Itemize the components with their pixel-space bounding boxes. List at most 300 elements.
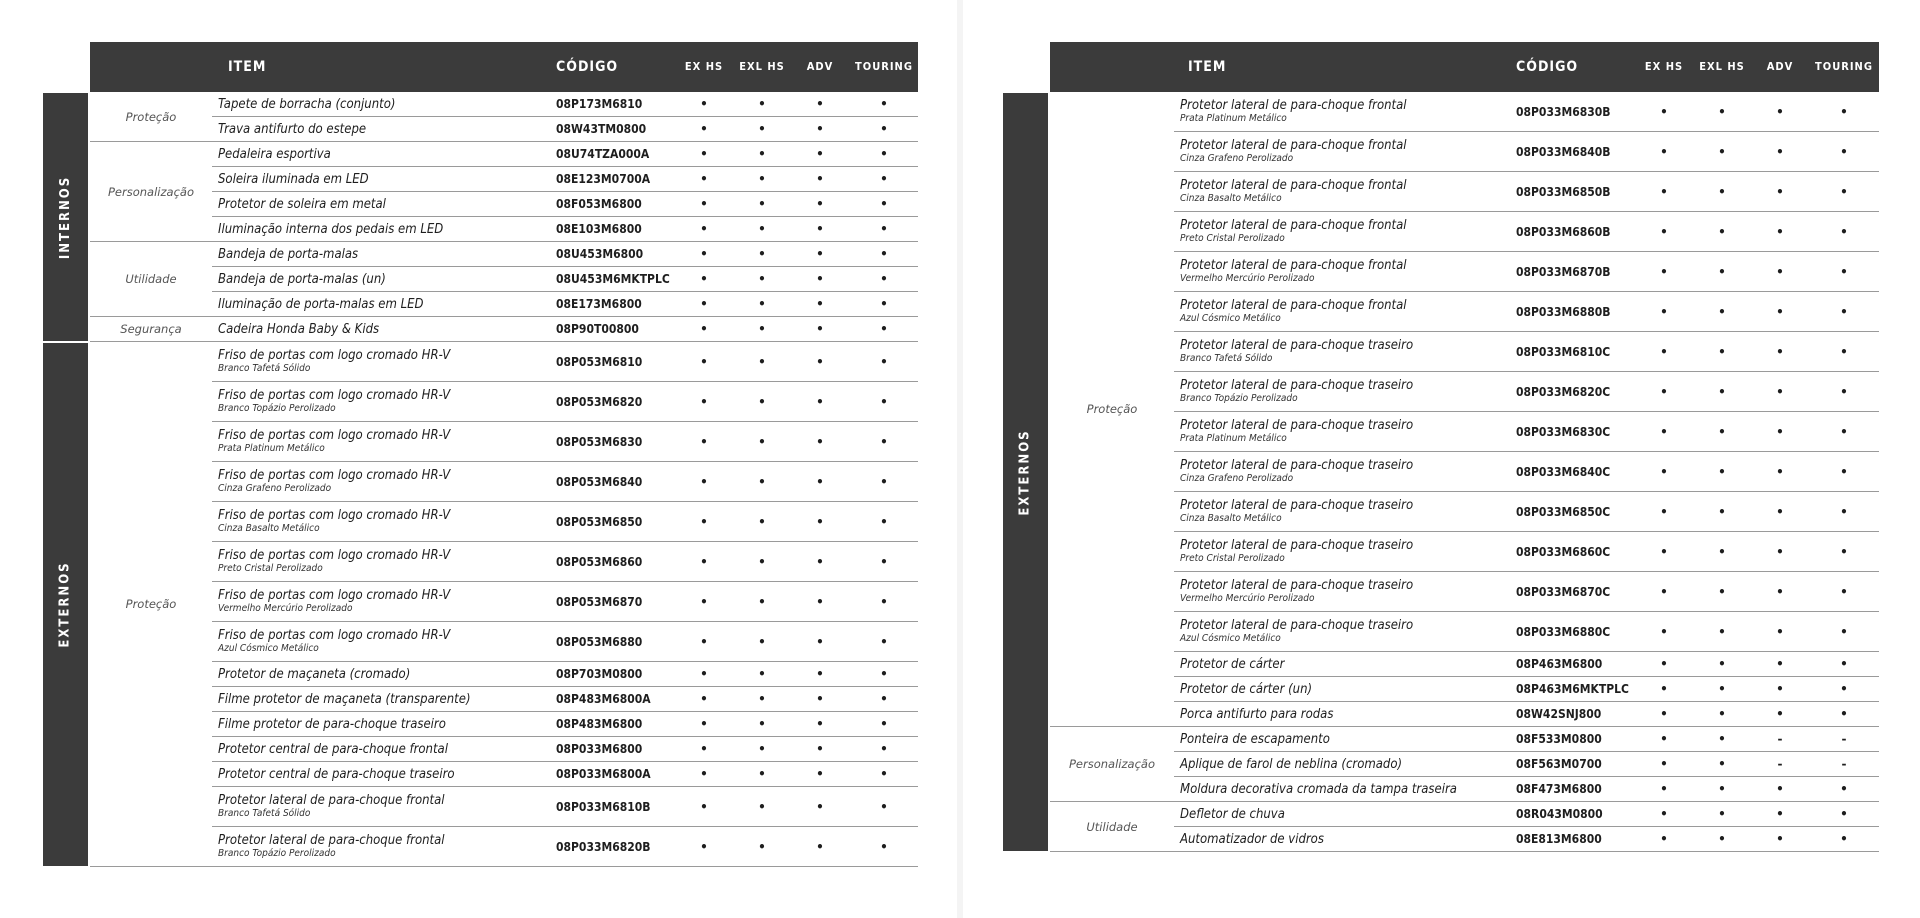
table-row xyxy=(212,92,918,117)
item-color: Branco Topázio Perolizado xyxy=(218,403,336,414)
item-code: 08P053M6810 xyxy=(556,354,643,369)
table-row xyxy=(1174,212,1879,252)
item-code: 08E813M6800 xyxy=(1516,832,1602,846)
availability-mark: • xyxy=(700,197,708,211)
item-code: 08F473M6800 xyxy=(1516,782,1602,796)
availability-mark: • xyxy=(1776,584,1784,599)
item-name: Protetor lateral de para-choque frontal xyxy=(218,833,445,848)
availability-mark: • xyxy=(1718,807,1726,821)
table-row xyxy=(1174,292,1879,332)
item-cell xyxy=(218,737,448,761)
item-name: Protetor de maçaneta (cromado) xyxy=(218,666,411,682)
item-color: Preto Cristal Perolizado xyxy=(1180,233,1285,244)
column-header-code: CÓDIGO xyxy=(1516,59,1579,75)
item-cell xyxy=(218,687,471,711)
item-code: 08E123M0700A xyxy=(556,172,651,186)
table-header xyxy=(90,42,918,92)
item-color: Branco Tafetá Sólido xyxy=(218,363,311,374)
item-code: 08P033M6800A xyxy=(556,767,651,781)
availability-mark: • xyxy=(1840,184,1848,199)
availability-mark: • xyxy=(1660,304,1668,319)
availability-mark: • xyxy=(1660,832,1668,846)
availability-mark: • xyxy=(700,322,708,336)
availability-mark: • xyxy=(1718,144,1726,159)
table-row xyxy=(1174,652,1879,677)
availability-mark: • xyxy=(1840,624,1848,639)
item-code: 08P033M6820C xyxy=(1516,384,1611,399)
availability-mark: - xyxy=(1841,757,1847,771)
item-name: Soleira iluminada em LED xyxy=(218,171,369,187)
catalog-page-right xyxy=(963,0,1920,918)
item-name: Protetor lateral de para-choque traseiro xyxy=(1180,618,1414,633)
table-row xyxy=(212,142,918,167)
availability-mark: • xyxy=(758,172,766,186)
availability-mark: • xyxy=(1776,782,1784,796)
availability-mark: • xyxy=(816,554,824,569)
item-name: Protetor lateral de para-choque traseiro xyxy=(1180,458,1414,473)
table-row xyxy=(212,462,918,502)
availability-mark: • xyxy=(1776,544,1784,559)
section-label-text: INTERNOS xyxy=(58,175,73,259)
category-label: Utilidade xyxy=(90,242,212,317)
availability-mark: • xyxy=(1718,832,1726,846)
availability-mark: • xyxy=(700,147,708,161)
availability-mark: • xyxy=(1776,624,1784,639)
item-code: 08P033M6830B xyxy=(1516,104,1611,119)
availability-mark: • xyxy=(1776,184,1784,199)
item-name: Protetor lateral de para-choque traseiro xyxy=(1180,538,1414,553)
item-name: Iluminação de porta-malas em LED xyxy=(218,296,424,312)
availability-mark: • xyxy=(1776,104,1784,119)
item-name: Bandeja de porta-malas xyxy=(218,246,359,262)
category-label: Personalização xyxy=(90,142,212,242)
table-row xyxy=(1174,172,1879,212)
item-code: 08R043M0800 xyxy=(1516,807,1603,821)
availability-mark: • xyxy=(1840,104,1848,119)
column-header-item: ITEM xyxy=(1188,59,1227,75)
availability-mark: • xyxy=(816,197,824,211)
availability-mark: • xyxy=(1718,264,1726,279)
availability-mark: • xyxy=(1660,624,1668,639)
item-color: Azul Cósmico Metálico xyxy=(1180,313,1281,324)
table-row xyxy=(212,242,918,267)
availability-mark: • xyxy=(1776,344,1784,359)
table-row xyxy=(1174,492,1879,532)
availability-mark: • xyxy=(700,514,708,529)
item-color: Cinza Grafeno Perolizado xyxy=(218,483,332,494)
availability-mark: • xyxy=(1718,104,1726,119)
availability-mark: • xyxy=(758,97,766,111)
availability-mark: • xyxy=(1718,424,1726,439)
availability-mark: • xyxy=(1840,657,1848,671)
availability-mark: • xyxy=(880,272,888,286)
availability-mark: - xyxy=(1841,732,1847,746)
availability-mark: • xyxy=(880,247,888,261)
availability-mark: • xyxy=(816,799,824,814)
item-name: Trava antifurto do estepe xyxy=(218,121,367,137)
item-code: 08F563M0700 xyxy=(1516,757,1602,771)
table-row xyxy=(1174,777,1879,802)
column-header-code: CÓDIGO xyxy=(556,59,619,75)
item-code: 08P703M0800 xyxy=(556,667,643,681)
item-name: Protetor lateral de para-choque frontal xyxy=(1180,178,1407,193)
availability-mark: • xyxy=(1776,224,1784,239)
availability-mark: • xyxy=(880,322,888,336)
item-cell xyxy=(218,787,445,826)
availability-mark: • xyxy=(816,692,824,706)
item-code: 08P033M6850B xyxy=(1516,184,1611,199)
availability-mark: • xyxy=(1718,782,1726,796)
table-row xyxy=(1174,802,1879,827)
item-name: Friso de portas com logo cromado HR-V xyxy=(218,628,451,643)
availability-mark: • xyxy=(758,594,766,609)
column-header-adv: ADV xyxy=(806,60,834,73)
item-cell xyxy=(218,422,450,461)
availability-mark: • xyxy=(758,147,766,161)
availability-mark: • xyxy=(816,297,824,311)
item-cell xyxy=(1180,827,1324,851)
table-row xyxy=(212,167,918,192)
availability-mark: • xyxy=(880,767,888,781)
item-code: 08P033M6820B xyxy=(556,839,651,854)
item-cell xyxy=(218,142,331,166)
item-cell xyxy=(218,582,450,621)
availability-mark: • xyxy=(758,394,766,409)
availability-mark: • xyxy=(816,474,824,489)
availability-mark: • xyxy=(1776,144,1784,159)
table-row xyxy=(1174,752,1879,777)
item-name: Bandeja de porta-malas (un) xyxy=(218,271,386,287)
item-cell xyxy=(1180,652,1284,676)
item-color: Branco Topázio Perolizado xyxy=(1180,393,1298,404)
availability-mark: • xyxy=(1840,224,1848,239)
availability-mark: • xyxy=(1660,464,1668,479)
availability-mark: • xyxy=(1840,264,1848,279)
availability-mark: • xyxy=(1840,807,1848,821)
item-color: Branco Tafetá Sólido xyxy=(1180,353,1273,364)
category-label: Proteção xyxy=(90,92,212,142)
column-header-ex-hs: EX HS xyxy=(684,60,724,73)
column-header-ex-hs: EX HS xyxy=(1644,60,1684,73)
table-row xyxy=(212,582,918,622)
item-name: Protetor lateral de para-choque frontal xyxy=(1180,258,1407,273)
table-row xyxy=(212,317,918,342)
item-color: Prata Platinum Metálico xyxy=(218,443,325,454)
item-code: 08U453M6MKTPLC xyxy=(556,272,670,286)
availability-mark: • xyxy=(880,222,888,236)
item-cell xyxy=(218,462,450,501)
item-name: Ponteira de escapamento xyxy=(1180,731,1330,747)
item-name: Protetor lateral de para-choque frontal xyxy=(1180,138,1407,153)
item-cell xyxy=(1180,752,1402,776)
item-cell xyxy=(1180,212,1407,251)
availability-mark: • xyxy=(1660,344,1668,359)
item-code: 08F533M0800 xyxy=(1516,732,1602,746)
availability-mark: • xyxy=(816,634,824,649)
section-label-text: EXTERNOS xyxy=(58,561,73,648)
availability-mark: • xyxy=(880,434,888,449)
item-code: 08P033M6870B xyxy=(1516,264,1611,279)
availability-mark: • xyxy=(880,717,888,731)
item-cell xyxy=(218,662,410,686)
item-name: Porca antifurto para rodas xyxy=(1180,706,1334,722)
availability-mark: • xyxy=(880,514,888,529)
column-header-exl-hs: EXL HS xyxy=(1699,60,1745,73)
table-row xyxy=(212,827,918,867)
availability-mark: • xyxy=(758,514,766,529)
availability-mark: • xyxy=(700,474,708,489)
availability-mark: • xyxy=(700,594,708,609)
item-cell xyxy=(1180,492,1413,531)
item-code: 08P033M6870C xyxy=(1516,584,1611,599)
row-divider xyxy=(212,866,918,867)
item-cell xyxy=(218,712,446,736)
availability-mark: • xyxy=(816,354,824,369)
availability-mark: • xyxy=(1718,464,1726,479)
item-name: Filme protetor de maçaneta (transparente) xyxy=(218,691,471,707)
item-name: Friso de portas com logo cromado HR-V xyxy=(218,468,451,483)
availability-mark: • xyxy=(816,434,824,449)
availability-mark: • xyxy=(1660,264,1668,279)
item-code: 08U74TZA000A xyxy=(556,147,650,161)
availability-mark: • xyxy=(1660,424,1668,439)
availability-mark: • xyxy=(816,514,824,529)
column-header-touring: TOURING xyxy=(855,60,913,73)
availability-mark: • xyxy=(1840,707,1848,721)
item-color: Preto Cristal Perolizado xyxy=(1180,553,1285,564)
availability-mark: • xyxy=(1718,544,1726,559)
table-row xyxy=(212,687,918,712)
item-cell xyxy=(1180,612,1413,651)
availability-mark: • xyxy=(880,297,888,311)
availability-mark: • xyxy=(1840,304,1848,319)
item-color: Azul Cósmico Metálico xyxy=(1180,633,1281,644)
table-row xyxy=(212,762,918,787)
item-cell xyxy=(218,762,455,786)
item-cell xyxy=(1180,702,1333,726)
category-label: Utilidade xyxy=(1050,802,1174,852)
availability-mark: • xyxy=(758,717,766,731)
table-row xyxy=(1174,727,1879,752)
item-name: Protetor lateral de para-choque traseiro xyxy=(1180,378,1414,393)
availability-mark: • xyxy=(1660,732,1668,746)
table-row xyxy=(1174,702,1879,727)
table-row xyxy=(212,542,918,582)
availability-mark: • xyxy=(700,767,708,781)
availability-mark: • xyxy=(816,322,824,336)
availability-mark: • xyxy=(1840,832,1848,846)
availability-mark: • xyxy=(700,394,708,409)
item-cell xyxy=(218,622,450,661)
availability-mark: • xyxy=(758,222,766,236)
item-cell xyxy=(1180,677,1312,701)
availability-mark: • xyxy=(700,97,708,111)
availability-mark: • xyxy=(880,554,888,569)
availability-mark: • xyxy=(880,97,888,111)
availability-mark: • xyxy=(758,742,766,756)
availability-mark: • xyxy=(1660,384,1668,399)
item-code: 08P033M6880C xyxy=(1516,624,1611,639)
item-code: 08P463M6800 xyxy=(1516,657,1603,671)
table-row xyxy=(212,622,918,662)
table-row xyxy=(212,382,918,422)
item-name: Protetor lateral de para-choque traseiro xyxy=(1180,418,1414,433)
availability-mark: • xyxy=(880,634,888,649)
section-label xyxy=(1003,93,1048,851)
item-cell xyxy=(218,382,450,421)
availability-mark: • xyxy=(758,839,766,854)
table-row xyxy=(1174,132,1879,172)
availability-mark: • xyxy=(1840,384,1848,399)
item-cell xyxy=(218,242,358,266)
availability-mark: • xyxy=(1776,682,1784,696)
item-code: 08P053M6820 xyxy=(556,394,643,409)
availability-mark: • xyxy=(1718,584,1726,599)
table-row xyxy=(212,787,918,827)
item-name: Friso de portas com logo cromado HR-V xyxy=(218,348,451,363)
availability-mark: • xyxy=(1776,424,1784,439)
item-color: Vermelho Mercúrio Perolizado xyxy=(1180,273,1315,284)
availability-mark: • xyxy=(816,742,824,756)
row-divider xyxy=(1174,851,1879,852)
item-code: 08P033M6800 xyxy=(556,742,643,756)
availability-mark: • xyxy=(700,172,708,186)
availability-mark: • xyxy=(1660,544,1668,559)
availability-mark: • xyxy=(1718,384,1726,399)
section-label xyxy=(43,343,88,866)
item-code: 08W42SNJ800 xyxy=(1516,707,1602,721)
table-row xyxy=(212,217,918,242)
availability-mark: • xyxy=(880,839,888,854)
availability-mark: • xyxy=(758,297,766,311)
availability-mark: • xyxy=(700,839,708,854)
table-row xyxy=(212,737,918,762)
item-code: 08E103M6800 xyxy=(556,222,642,236)
availability-mark: • xyxy=(880,147,888,161)
availability-mark: • xyxy=(1660,782,1668,796)
item-name: Protetor de cárter (un) xyxy=(1180,681,1313,697)
item-code: 08P033M6860B xyxy=(1516,224,1611,239)
availability-mark: • xyxy=(700,692,708,706)
availability-mark: • xyxy=(1718,224,1726,239)
table-row xyxy=(212,117,918,142)
availability-mark: • xyxy=(1718,657,1726,671)
availability-mark: • xyxy=(758,692,766,706)
item-cell xyxy=(218,317,379,341)
item-cell xyxy=(218,167,369,191)
availability-mark: • xyxy=(1776,504,1784,519)
item-cell xyxy=(1180,372,1413,411)
availability-mark: • xyxy=(1718,757,1726,771)
availability-mark: • xyxy=(816,247,824,261)
availability-mark: • xyxy=(1718,504,1726,519)
availability-mark: • xyxy=(1660,144,1668,159)
availability-mark: • xyxy=(758,322,766,336)
item-cell xyxy=(1180,292,1407,331)
item-cell xyxy=(1180,802,1285,826)
catalog-page-left xyxy=(0,0,957,918)
item-name: Friso de portas com logo cromado HR-V xyxy=(218,508,451,523)
availability-mark: • xyxy=(880,667,888,681)
item-cell xyxy=(218,217,443,241)
availability-mark: • xyxy=(700,554,708,569)
availability-mark: • xyxy=(700,297,708,311)
item-code: 08P053M6880 xyxy=(556,634,643,649)
item-name: Moldura decorativa cromada da tampa traseira xyxy=(1180,781,1457,797)
availability-mark: • xyxy=(1840,144,1848,159)
item-code: 08P90T00800 xyxy=(556,322,639,336)
table-row xyxy=(1174,92,1879,132)
item-cell xyxy=(1180,572,1413,611)
availability-mark: • xyxy=(1776,304,1784,319)
item-name: Protetor lateral de para-choque frontal xyxy=(218,793,445,808)
item-name: Cadeira Honda Baby & Kids xyxy=(218,321,380,337)
availability-mark: • xyxy=(816,172,824,186)
item-color: Branco Topázio Perolizado xyxy=(218,848,336,859)
availability-mark: • xyxy=(758,122,766,136)
item-cell xyxy=(218,827,445,866)
item-code: 08P053M6840 xyxy=(556,474,643,489)
item-name: Aplique de farol de neblina (cromado) xyxy=(1180,756,1403,772)
item-name: Defletor de chuva xyxy=(1180,806,1285,822)
availability-mark: • xyxy=(1840,504,1848,519)
item-cell xyxy=(218,117,366,141)
table-row xyxy=(1174,612,1879,652)
availability-mark: • xyxy=(700,717,708,731)
availability-mark: • xyxy=(1718,344,1726,359)
item-name: Filme protetor de para-choque traseiro xyxy=(218,716,446,732)
availability-mark: • xyxy=(758,354,766,369)
availability-mark: • xyxy=(1718,732,1726,746)
item-cell xyxy=(1180,332,1413,371)
availability-mark: • xyxy=(1660,682,1668,696)
availability-mark: • xyxy=(700,247,708,261)
item-name: Protetor lateral de para-choque traseiro xyxy=(1180,498,1414,513)
item-code: 08P463M6MKTPLC xyxy=(1516,682,1629,696)
availability-mark: • xyxy=(758,767,766,781)
item-code: 08P053M6850 xyxy=(556,514,643,529)
item-name: Protetor lateral de para-choque frontal xyxy=(1180,98,1407,113)
availability-mark: • xyxy=(1718,184,1726,199)
availability-mark: • xyxy=(1660,504,1668,519)
item-cell xyxy=(1180,172,1407,211)
item-code: 08P033M6860C xyxy=(1516,544,1611,559)
availability-mark: • xyxy=(1776,264,1784,279)
item-name: Protetor lateral de para-choque frontal xyxy=(1180,298,1407,313)
item-cell xyxy=(1180,532,1413,571)
availability-mark: • xyxy=(700,634,708,649)
category-label: Personalização xyxy=(1050,727,1174,802)
availability-mark: • xyxy=(1718,707,1726,721)
item-code: 08P053M6830 xyxy=(556,434,643,449)
column-header-touring: TOURING xyxy=(1815,60,1873,73)
availability-mark: • xyxy=(1660,807,1668,821)
availability-mark: • xyxy=(1718,304,1726,319)
column-header-item: ITEM xyxy=(228,59,267,75)
table-row xyxy=(212,342,918,382)
category-label: Segurança xyxy=(90,317,212,342)
availability-mark: • xyxy=(758,634,766,649)
availability-mark: • xyxy=(816,767,824,781)
table-row xyxy=(1174,532,1879,572)
item-cell xyxy=(218,292,424,316)
availability-mark: • xyxy=(1776,657,1784,671)
table-row xyxy=(212,502,918,542)
availability-mark: • xyxy=(1660,707,1668,721)
column-header-adv: ADV xyxy=(1766,60,1794,73)
availability-mark: • xyxy=(758,667,766,681)
item-color: Cinza Basalto Metálico xyxy=(1180,513,1282,524)
